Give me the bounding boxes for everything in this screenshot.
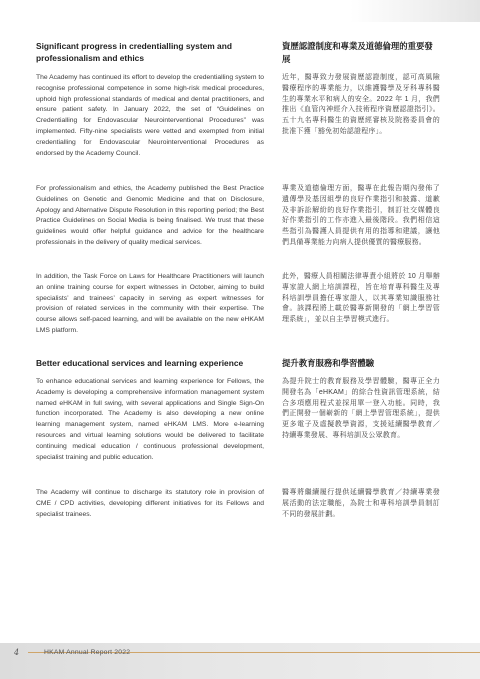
corner-decoration — [350, 0, 480, 22]
section-heading-credentialling-zh: 資歷認證制度和專業及道德倫理的重要發展 — [282, 41, 433, 64]
section-heading-education-en: Better educational services and learning experience — [36, 358, 244, 368]
paragraph-task-force-zh: 此外，醫療人員相關法律專責小組將於 10 月舉辦專家證人網上培訓課程，旨在培育專科醫生及專科培訓學員擔任專家證人，以其專業知識服務社會。該課程將上載於醫專新開發的「網上學習管理系統」，並以自主學習模式進行。 — [282, 273, 440, 324]
paragraph-education-zh: 為提升院士的教育服務及學習體驗，醫專正全力開發名為「eHKAM」的綜合性資訊管理系統，結合多項應用程式並採用單一登入功能。同時，我們正開發一個嶄新的「網上學習管理系統」，提供更多電子及虛擬教學資源，支援延續醫學教育／持續專業發展、專科培訓及公眾教育。 — [282, 378, 440, 439]
paragraph-education-en: To enhance educational services and learning experience for Fellows, the Academy is developing a comprehensive information management system named eHKAM in full swing, with several applications and Single Sign-On function incorporated. The Academy is also developing a new online learning management system, named eHKAM LMS. More e-learning resources and virtual learning solutions would be delivered to facilitate continuing medical education / continuous professional development, specialist training and public education. — [36, 378, 264, 461]
section-heading-education-zh: 提升教育服務和學習體驗 — [282, 358, 375, 368]
paragraph-credentialling-zh: 近年，醫專致力發展資歷認證制度，認可高風險醫療程序的專業能力，以維護醫學及牙科專科醫生的專業水平和病人的安全。2022 年 1 月，我們推出《血管內神經介入技術程序資歷認證指引》。五十九名專科醫生的資歷經審核及院務委員會的批准下獲「豁免初始認證程序」。 — [282, 74, 440, 135]
paragraph-credentialling-en: The Academy has continued its effort to develop the credentialling system to recognise professional competence in some high-risk medical procedures, uphold high professional standards of medical and dental practitioners, and ensure patient safety. In January 2022, the set of “Guidelines on Credentialling for Endovascular Neurointerventional Procedures” was implemented. Fifty-nine specialists were vetted and exempted from initial credentialling for Endovascular Neurointerventional Procedures as endorsed by the Academy Council. — [36, 74, 264, 157]
paragraph-task-force-en: In addition, the Task Force on Laws for Healthcare Practitioners will launch an online training course for expert witnesses in October, aiming to build specialists’ and trainees’ capacity in serving as expert witnesses for provision of related services in the community with their expertise. The course allows self-paced learning, and will be available on the new eHKAM LMS platform. — [36, 273, 264, 334]
paragraph-ethics-zh: 專業及道德倫理方面，醫專在此報告期內發佈了遺傳學及基因組學的良好作業指引和披露、道歉及非訴訟解紛的良好作業指引，制訂社交媒體良好作業指引的工作亦進入最後階段。我們相信這些指引為醫護人員提供有用的指導和建議，讓他們具備專業能力向病人提供優質的醫療服務。 — [282, 185, 440, 246]
page-number: 4 — [14, 648, 20, 657]
paragraph-statutory-role-en: The Academy will continue to discharge its statutory role in provision of CME / CPD activities, developing different initiatives for its Fellows and specialist trainees. — [36, 489, 264, 518]
footer-report-title: HKAM Annual Report 2022 — [44, 649, 131, 656]
paragraph-ethics-en: For professionalism and ethics, the Academy published the Best Practice Guidelines on Genetic and Genomic Medicine and that on Disclosure, Apology and Alternative Dispute Resolution in this reporting period; the Best Practice Guidelines on Social Media is being finalised. We trust that these guidelines would offer helpful guidance and advice for the healthcare professionals in the delivery of quality medical services. — [36, 185, 264, 246]
paragraph-statutory-role-zh: 醫專將繼續履行提供延續醫學教育／持續專業發展活動的法定職能，為院士和專科培訓學員制訂不同的發展計劃。 — [282, 489, 440, 518]
section-heading-credentialling-en: Significant progress in credentialling system and professionalism and ethics — [36, 41, 232, 63]
